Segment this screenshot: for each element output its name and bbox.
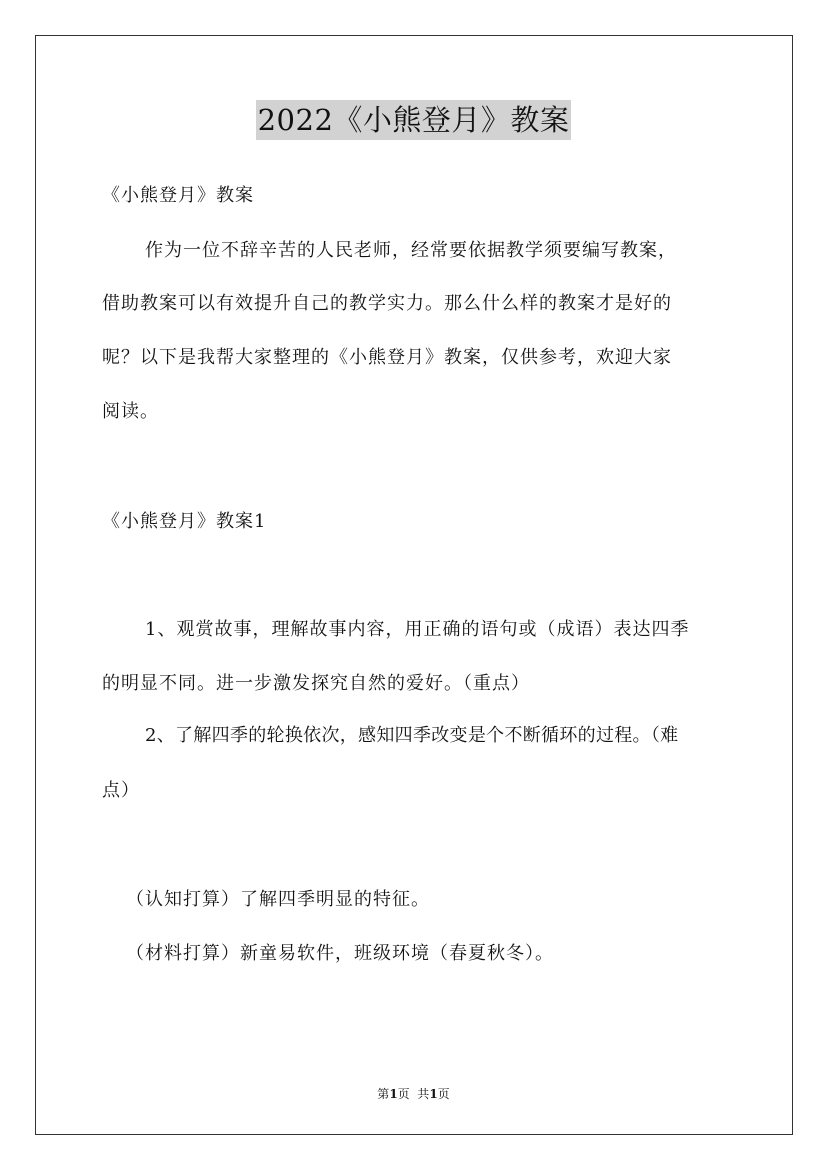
- page-footer: [0, 1085, 827, 1102]
- section-heading: 《小熊登月》教案1: [102, 511, 267, 532]
- footer-page-suffix: 页 共: [397, 1087, 430, 1101]
- goal-2-line-2: 点）: [102, 780, 140, 801]
- footer-total-suffix: 页: [437, 1087, 450, 1101]
- title-container: [0, 100, 827, 140]
- intro-line-4: 阅读。: [102, 401, 159, 422]
- goal-1-line-2: 的明显不同。进一步激发探究自然的爱好。（重点）: [102, 673, 530, 694]
- intro-line-1: 作为一位不辞辛苦的人民老师，经常要依据教学须要编写教案，: [145, 240, 677, 261]
- intro-line-3: 呢？以下是我帮大家整理的《小熊登月》教案，仅供参考，欢迎大家: [102, 347, 672, 368]
- document-subtitle: 《小熊登月》教案: [102, 185, 254, 206]
- prep-cognitive: （认知打算）了解四季明显的特征。: [126, 889, 430, 910]
- footer-total-number: 1: [429, 1087, 438, 1101]
- footer-page-label: 第: [377, 1087, 390, 1101]
- goal-2-line-1: 2、了解四季的轮换依次，感知四季改变是个不断循环的过程。（难: [145, 725, 679, 746]
- intro-line-2: 借助教案可以有效提升自己的教学实力。那么什么样的教案才是好的: [102, 293, 672, 314]
- prep-materials: （材料打算）新童易软件，班级环境（春夏秋冬）。: [126, 943, 554, 964]
- document-title: 2022《小熊登月》教案: [256, 100, 572, 140]
- goal-1-line-1: 1、观赏故事，理解故事内容，用正确的语句或（成语）表达四季: [145, 619, 690, 640]
- footer-page-number: 1: [389, 1087, 398, 1101]
